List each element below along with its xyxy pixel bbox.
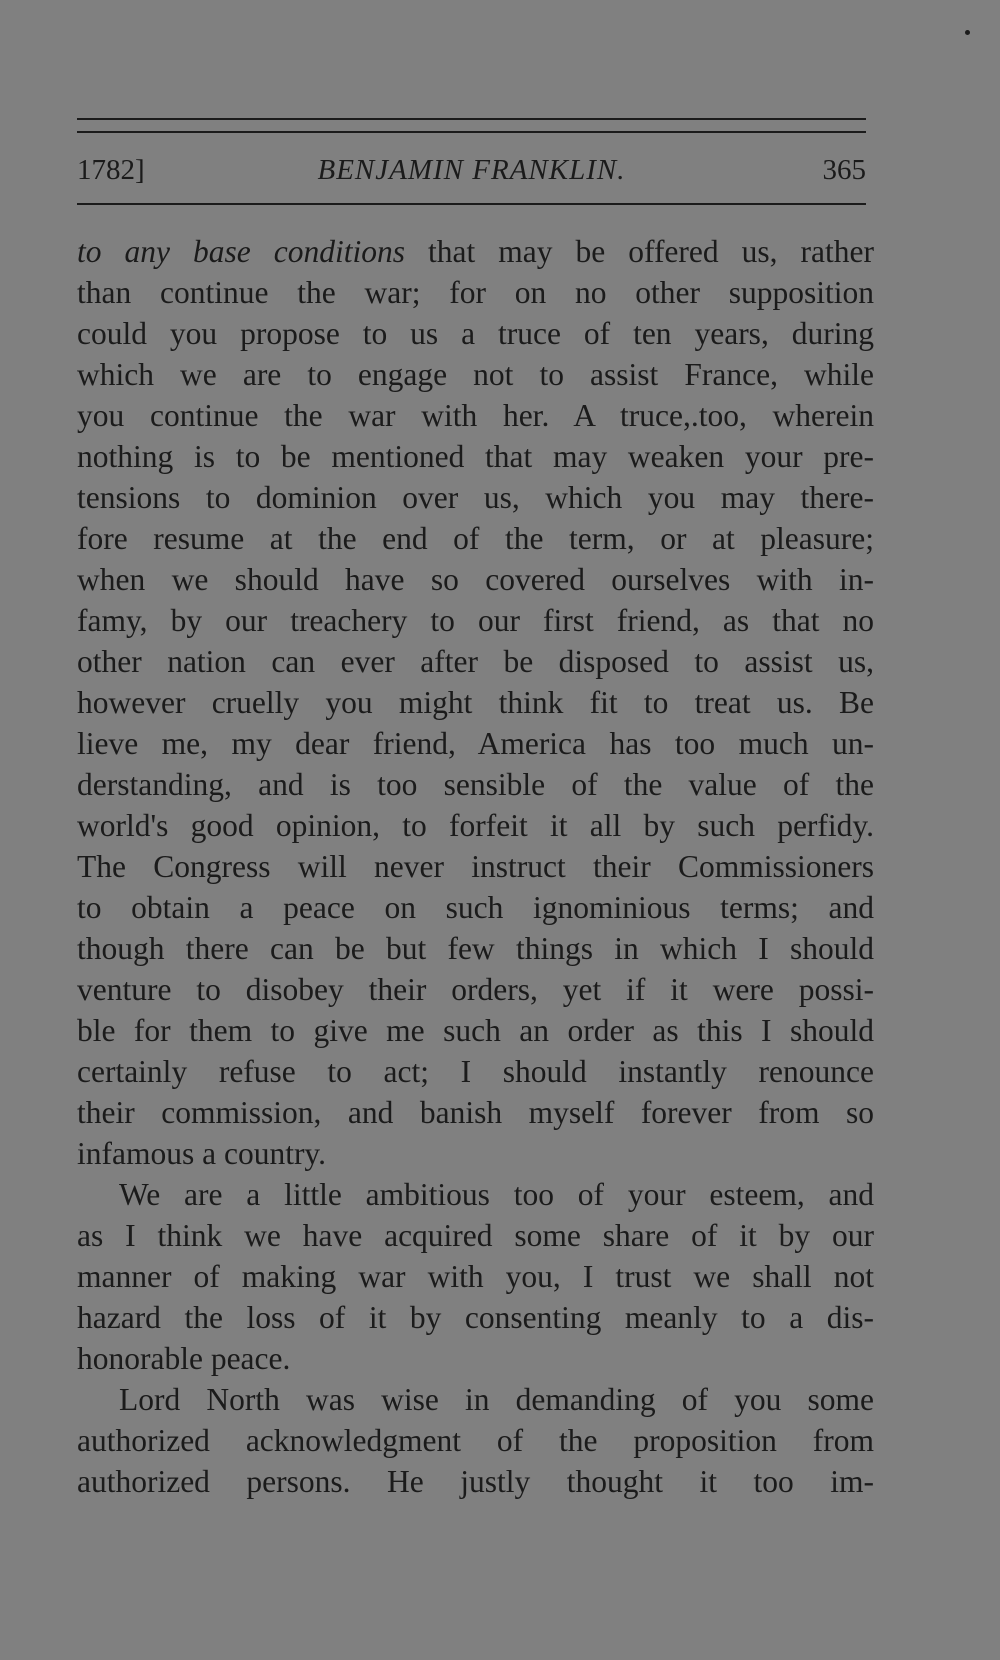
text-line: world's good opinion, to forfeit it all by such perfidy. bbox=[77, 808, 874, 843]
text-line: certainly refuse to act; I should instantly renounce bbox=[77, 1054, 874, 1089]
text-line: fore resume at the end of the term, or at pleasure; bbox=[77, 521, 874, 556]
text-line: famy, by our treachery to our first friend, as that no bbox=[77, 603, 874, 638]
text-line: than continue the war; for on no other supposition bbox=[77, 275, 874, 310]
header-title: BENJAMIN FRANKLIN. bbox=[317, 154, 626, 186]
text-line bbox=[77, 231, 874, 272]
text-line: hazard the loss of it by consenting meanly to a dis- bbox=[77, 1300, 874, 1335]
text-line: tensions to dominion over us, which you may there- bbox=[77, 480, 874, 515]
paragraph-start-line: Lord North was wise in demanding of you some bbox=[119, 1382, 874, 1417]
ink-speck bbox=[965, 30, 970, 35]
running-head bbox=[77, 150, 866, 190]
text-line: nothing is to be mentioned that may weaken your pre- bbox=[77, 439, 874, 474]
top-rule bbox=[77, 118, 866, 120]
text-line: which we are to engage not to assist France, while bbox=[77, 357, 874, 392]
text-line: as I think we have acquired some share of it by our bbox=[77, 1218, 874, 1253]
text-line: when we should have so covered ourselves with in- bbox=[77, 562, 874, 597]
page-number: 365 bbox=[822, 154, 866, 186]
top-rule-inner bbox=[77, 131, 866, 133]
header-rule bbox=[77, 203, 866, 205]
text-line: you continue the war with her. A truce,.too, wherein bbox=[77, 398, 874, 433]
header-year: 1782] bbox=[77, 154, 145, 186]
text-line: to obtain a peace on such ignominious terms; and bbox=[77, 890, 874, 925]
text-line: other nation can ever after be disposed to assist us, bbox=[77, 644, 874, 679]
text-line: derstanding, and is too sensible of the value of the bbox=[77, 767, 874, 802]
text-line: authorized acknowledgment of the proposition from bbox=[77, 1423, 874, 1458]
body-text bbox=[77, 231, 874, 1502]
paragraph-end-line: infamous a country. bbox=[77, 1136, 327, 1171]
text-line-rest: that may be offered us, rather bbox=[405, 234, 874, 269]
text-line: The Congress will never instruct their Commissioners bbox=[77, 849, 874, 884]
text-line: however cruelly you might think fit to treat us. Be bbox=[77, 685, 874, 720]
text-line: though there can be but few things in which I should bbox=[77, 931, 874, 966]
text-line: could you propose to us a truce of ten years, during bbox=[77, 316, 874, 351]
text-line: manner of making war with you, I trust we shall not bbox=[77, 1259, 874, 1294]
italic-phrase: to any base conditions bbox=[77, 234, 406, 269]
text-line: ble for them to give me such an order as this I should bbox=[77, 1013, 874, 1048]
text-line: venture to disobey their orders, yet if it were possi- bbox=[77, 972, 874, 1007]
paragraph-start-line: We are a little ambitious too of your esteem, and bbox=[119, 1177, 874, 1212]
text-line: their commission, and banish myself forever from so bbox=[77, 1095, 874, 1130]
text-line: lieve me, my dear friend, America has too much un- bbox=[77, 726, 874, 761]
text-line: authorized persons. He justly thought it too im- bbox=[77, 1464, 874, 1499]
paragraph-end-line: honorable peace. bbox=[77, 1341, 291, 1376]
